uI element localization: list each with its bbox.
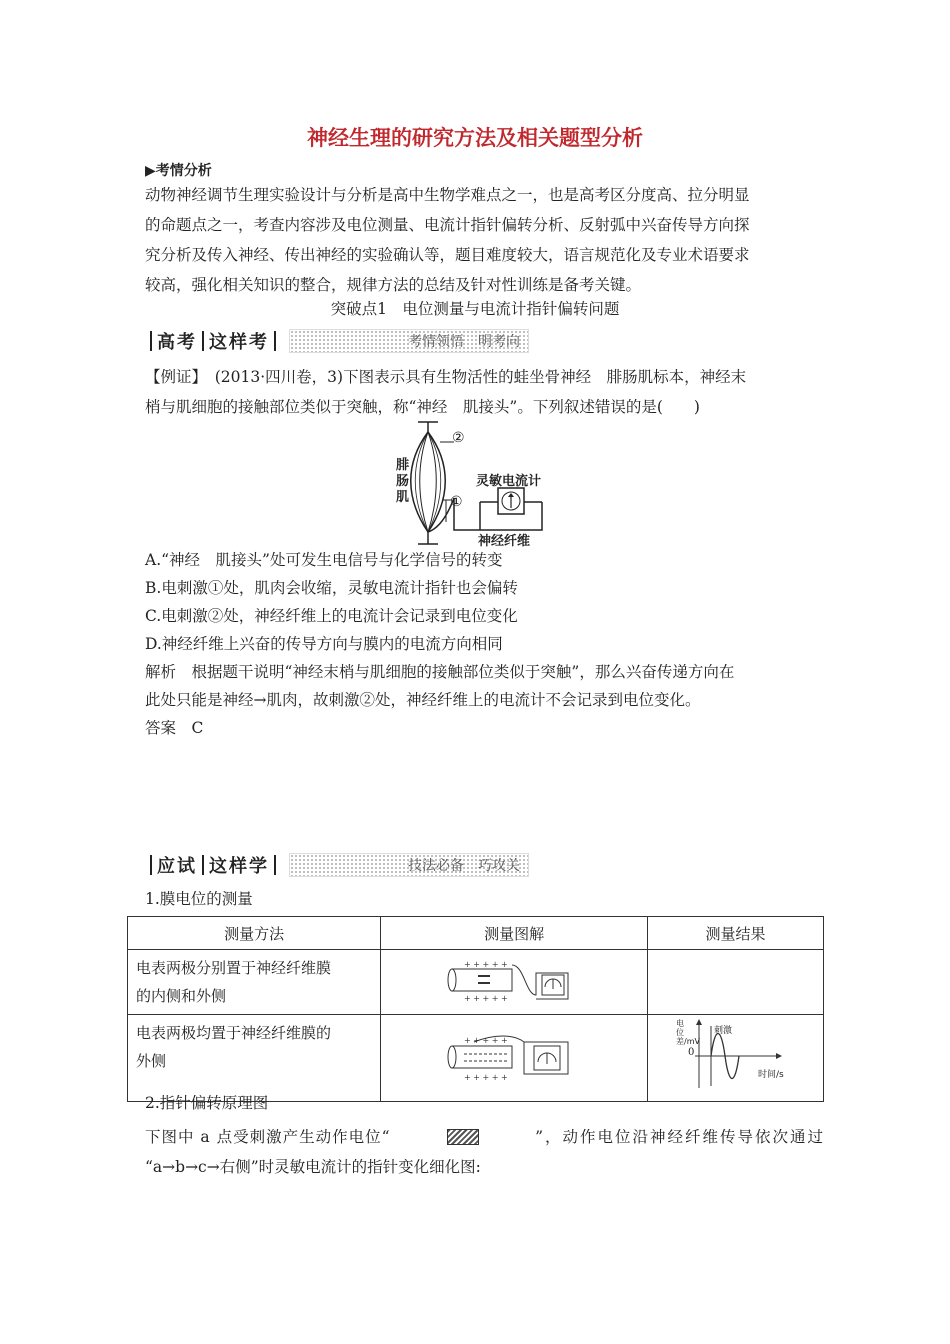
banner-char: 样: [229, 332, 249, 353]
example-line: 【例证】 (2013·四川卷，3)下图表示具有生物活性的蛙坐骨神经 腓肠肌标本，神经末: [145, 368, 747, 386]
svg-text:+ + + + +: + + + + +: [464, 960, 508, 969]
analysis-text: 此处只能是神经→肌肉，故刺激②处，神经纤维上的电流计不会记录到电位变化。: [145, 691, 701, 709]
stim-label: 刺激: [714, 1026, 733, 1036]
outside-outside-diagram: [444, 1028, 584, 1084]
banner-char: 考: [249, 332, 269, 353]
analysis-line: 动物神经调节生理实验设计与分析是高中生物学难点之一，也是高考区分度高、拉分明显: [145, 186, 750, 204]
section-1-heading: 1.膜电位的测量: [145, 890, 253, 908]
analysis-line: 较高，强化相关知识的整合，规律方法的总结及针对性训练是备考关键。: [145, 276, 642, 294]
banner-title: [145, 328, 281, 354]
description-line: “a→b→c→右侧”时灵敏电流计的指针变化细化图:: [145, 1158, 481, 1176]
table-cell-diagram: [381, 1015, 648, 1102]
page-title: 神经生理的研究方法及相关题型分析: [307, 126, 643, 150]
analysis-text: 解析 根据题干说明“神经末梢与肌细胞的接触部位类似于突触”，那么兴奋传递方向在: [145, 663, 735, 681]
table-header-row: [128, 917, 824, 950]
breakthrough-heading: 突破点1 电位测量与电流计指针偏转问题: [330, 300, 620, 318]
muscle-label: 腓肠肌: [396, 458, 410, 505]
galvanometer-label: 灵敏电流计: [476, 474, 542, 489]
banner-char: 考: [177, 332, 197, 353]
x-axis-label: 时间/s: [758, 1070, 784, 1080]
banner-yingshi: [145, 852, 529, 878]
description-text: 下图中 a 点受刺激产生动作电位“: [145, 1128, 391, 1146]
table-cell-result: [648, 1015, 824, 1102]
table-row: [128, 950, 824, 1015]
table-header: 测量图解: [381, 917, 648, 950]
option-c: C.电刺激②处，神经纤维上的电流计会记录到电位变化: [145, 607, 518, 625]
description-line: [145, 1122, 825, 1152]
banner-title: [145, 852, 281, 878]
table-cell-method: [128, 950, 381, 1015]
section-2-heading: 2.指针偏转原理图: [145, 1094, 269, 1112]
svg-text:+ + + + +: + + + + +: [464, 1036, 508, 1045]
table-cell-result: [648, 950, 824, 1015]
banner-char: 试: [177, 856, 197, 877]
description-paragraph: [145, 1122, 825, 1182]
analysis-line: 的命题点之一，考查内容涉及电位测量、电流计指针偏转分析、反射弧中兴奋传导方向探: [145, 216, 750, 234]
option-b: B.电刺激①处，肌肉会收缩，灵敏电流计指针也会偏转: [145, 579, 518, 597]
y-axis-label: 电位差/mV: [676, 1019, 700, 1046]
banner-subtitle: 技法必备 巧攻关: [289, 853, 529, 877]
svg-text:+ + + + +: + + + + +: [464, 994, 508, 1003]
banner-char: 样: [229, 856, 249, 877]
banner-char: 高: [157, 332, 177, 353]
method-text: 电表两极分别置于神经纤维膜: [136, 959, 332, 977]
option-d: D.神经纤维上兴奋的传导方向与膜内的电流方向相同: [145, 635, 503, 653]
measurement-table: [127, 916, 824, 1102]
method-text: 电表两极均置于神经纤维膜的: [136, 1024, 332, 1042]
analysis-line: 究分析及传入神经、传出神经的实验确认等，题目难度较大，语言规范化及专业术语要求: [145, 246, 750, 264]
banner-char: 这: [209, 856, 229, 877]
table-cell-diagram: [381, 950, 648, 1015]
description-text: ”，动作电位沿神经纤维传导依次通过: [535, 1128, 825, 1146]
banner-char: 这: [209, 332, 229, 353]
banner-gaokao: [145, 328, 529, 354]
method-text: 外侧: [136, 1052, 167, 1070]
method-text: 的内侧和外侧: [136, 987, 227, 1005]
table-header: 测量结果: [648, 917, 824, 950]
example-line: 梢与肌细胞的接触部位类似于突触，称“神经 肌接头”。下列叙述错误的是( ): [145, 398, 700, 416]
nerve-fiber-label: 神经纤维: [478, 534, 531, 549]
analysis-paragraph: [145, 180, 825, 300]
options-list: [145, 546, 825, 742]
zero-label: 0: [688, 1047, 695, 1058]
point-1-label: ①: [450, 494, 463, 510]
option-a: A.“神经 肌接头”处可发生电信号与化学信号的转变: [145, 551, 503, 569]
point-2-label: ②: [452, 430, 465, 446]
banner-char: 应: [157, 856, 177, 877]
hatched-box-icon: [447, 1129, 479, 1145]
potential-graph: [649, 1016, 819, 1096]
example-question: [145, 362, 825, 422]
answer-text: 答案 C: [145, 719, 204, 737]
svg-text:+ + + + +: + + + + +: [464, 1073, 508, 1082]
banner-subtitle: 考情领悟 明考向: [289, 329, 529, 353]
inside-outside-diagram: [444, 955, 584, 1005]
banner-char: 学: [249, 856, 269, 877]
analysis-label: ▶考情分析: [145, 163, 212, 179]
table-header: 测量方法: [128, 917, 381, 950]
